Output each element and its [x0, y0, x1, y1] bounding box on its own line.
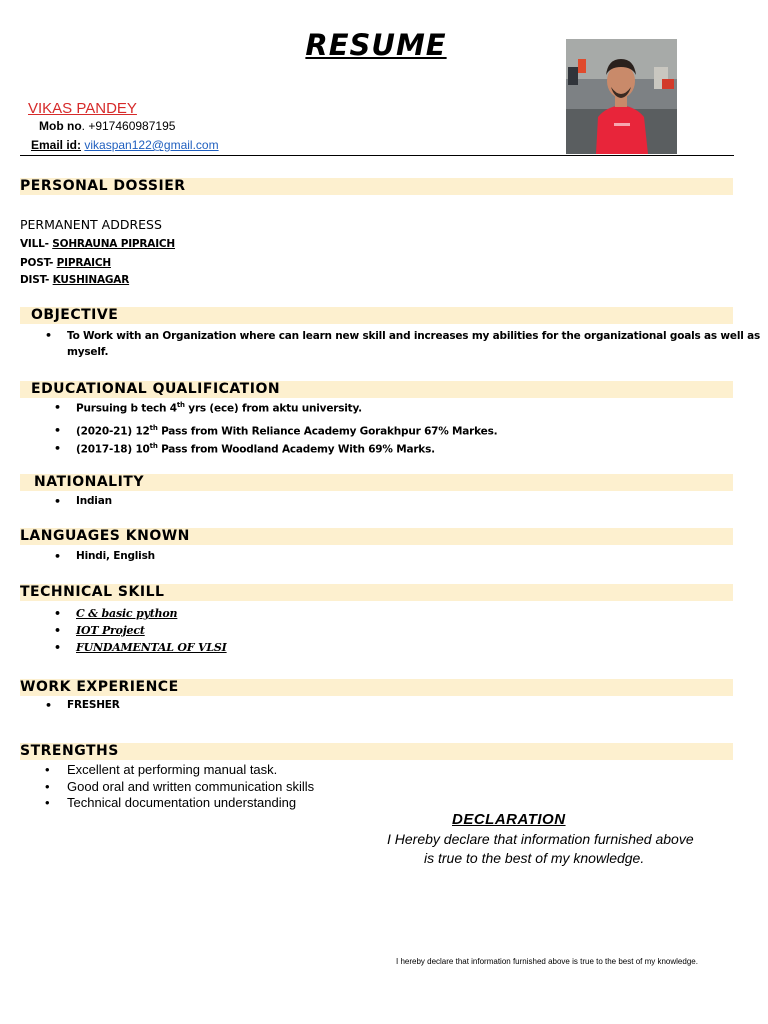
email-label: Email id:	[31, 138, 82, 152]
technical-skill-list	[76, 605, 227, 656]
section-languages-known: LANGUAGES KNOWN	[20, 528, 733, 545]
languages-list	[76, 550, 155, 562]
declaration-line-2: is true to the best of my knowledge.	[424, 850, 645, 866]
edu-text: yrs (ece) from aktu university.	[184, 402, 362, 415]
header-divider	[20, 155, 734, 156]
resume-title: RESUME	[305, 28, 447, 62]
post-label: POST-	[20, 257, 57, 269]
edu-sup: th	[149, 442, 158, 450]
list-item: • Technical documentation understanding	[67, 795, 314, 812]
objective-line-2: myself.	[67, 346, 109, 358]
edu-text: Pass from With Reliance Academy Gorakhpur 67% Markes.	[157, 425, 498, 438]
district-label: DIST-	[20, 274, 53, 286]
section-work-experience: WORK EXPERIENCE	[20, 679, 733, 696]
strengths-list	[67, 762, 314, 812]
section-educational-qualification: EDUCATIONAL QUALIFICATION	[20, 381, 733, 398]
list-item	[76, 424, 497, 442]
mobile-number	[39, 119, 175, 133]
list-item: • FRESHER	[67, 699, 120, 711]
section-technical-skill: TECHNICAL SKILL	[20, 584, 733, 601]
list-item: • Hindi, English	[76, 550, 155, 562]
work-experience-list	[67, 699, 120, 711]
footer-declaration-note: I hereby declare that information furnished above is true to the best of my knowledge.	[396, 957, 698, 966]
section-nationality: NATIONALITY	[20, 474, 733, 491]
edu-sup: th	[149, 424, 158, 432]
education-list	[76, 401, 497, 456]
nationality-list	[76, 495, 112, 507]
village-value: SOHRAUNA PIPRAICH	[52, 238, 176, 250]
address-heading: PERMANENT ADDRESS	[20, 217, 162, 232]
declaration-line-1: I Hereby declare that information furnished above	[387, 831, 694, 847]
post-value: PIPRAICH	[56, 257, 111, 269]
section-objective: OBJECTIVE	[20, 307, 733, 324]
edu-text: Pass from Woodland Academy With 69% Marks.	[157, 443, 435, 456]
address-district	[20, 274, 129, 286]
declaration-heading: DECLARATION	[452, 811, 566, 828]
email-line	[31, 138, 219, 152]
profile-photo	[566, 39, 677, 154]
mobile-label: Mob no	[39, 119, 82, 133]
edu-text: (2020-21) 12	[76, 425, 150, 438]
list-item: • Excellent at performing manual task.	[67, 762, 314, 779]
list-item: • IOT Project	[76, 622, 227, 639]
objective-line-1: To Work with an Organization where can learn new skill and increases my abilities for the organizational goals as well as	[67, 330, 761, 342]
candidate-name: VIKAS PANDEY	[28, 100, 137, 117]
list-item	[67, 328, 760, 360]
address-post	[20, 257, 111, 269]
section-strengths: STRENGTHS	[20, 743, 733, 760]
section-personal-dossier: PERSONAL DOSSIER	[20, 178, 733, 195]
edu-text: Pursuing b tech 4	[76, 402, 177, 415]
mobile-value: . +917460987195	[81, 119, 176, 133]
email-link[interactable]: vikaspan122@gmail.com	[84, 138, 219, 152]
list-item: • Good oral and written communication skills	[67, 779, 314, 796]
list-item: • FUNDAMENTAL OF VLSI	[76, 639, 227, 656]
objective-list	[67, 328, 760, 360]
list-item	[76, 401, 497, 424]
edu-text: (2017-18) 10	[76, 443, 150, 456]
village-label: VILL-	[20, 238, 53, 250]
list-item: • C & basic python	[76, 605, 227, 622]
edu-sup: th	[176, 401, 185, 409]
list-item	[76, 442, 497, 456]
list-item: • Indian	[76, 495, 112, 507]
district-value: KUSHINAGAR	[52, 274, 130, 286]
address-village	[20, 238, 175, 250]
